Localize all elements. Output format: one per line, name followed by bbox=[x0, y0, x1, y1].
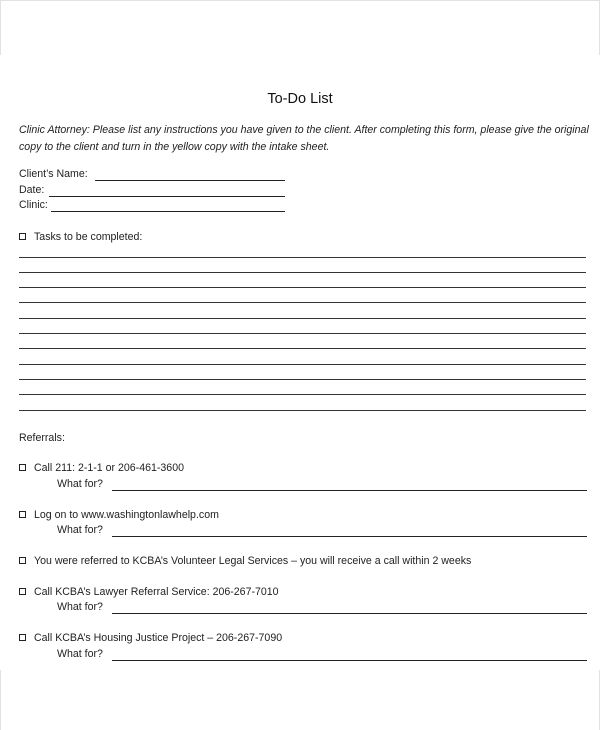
date-label: Date: bbox=[19, 184, 45, 196]
referral-item-call-211 bbox=[19, 462, 184, 474]
referrals-heading: Referrals: bbox=[19, 432, 65, 444]
task-line[interactable] bbox=[19, 272, 586, 273]
task-line[interactable] bbox=[19, 410, 586, 411]
what-for-line[interactable] bbox=[112, 536, 587, 537]
what-for-line[interactable] bbox=[112, 613, 587, 614]
referral-label: Log on to www.washingtonlawhelp.com bbox=[34, 509, 219, 521]
task-line[interactable] bbox=[19, 333, 586, 334]
referral-item-lawyer-referral bbox=[19, 586, 279, 598]
task-line[interactable] bbox=[19, 302, 586, 303]
page-border-left bbox=[0, 0, 1, 55]
checkbox-icon[interactable] bbox=[19, 634, 26, 641]
tasks-label: Tasks to be completed: bbox=[34, 231, 143, 243]
clinic-line[interactable] bbox=[51, 211, 285, 212]
tasks-header bbox=[19, 231, 142, 243]
task-line[interactable] bbox=[19, 348, 586, 349]
client-name-label: Client’s Name: bbox=[19, 168, 88, 180]
referral-item-washingtonlawhelp bbox=[19, 509, 219, 521]
referral-label: Call KCBA’s Housing Justice Project – 206-267-7090 bbox=[34, 632, 283, 644]
what-for-field[interactable] bbox=[57, 601, 587, 615]
task-line[interactable] bbox=[19, 394, 586, 395]
instructions-text: Clinic Attorney: Please list any instructions you have given to the client. After completing this form, please give the original copy to the client and turn in the yellow copy with the intake sheet. bbox=[19, 124, 589, 153]
checkbox-icon[interactable] bbox=[19, 588, 26, 595]
referral-item-volunteer-legal-services bbox=[19, 555, 471, 567]
task-line[interactable] bbox=[19, 318, 586, 319]
what-for-label: What for? bbox=[57, 648, 103, 660]
page-border-left-bottom bbox=[0, 670, 1, 730]
clinic-label: Clinic: bbox=[19, 199, 48, 211]
what-for-label: What for? bbox=[57, 601, 103, 613]
date-field[interactable] bbox=[19, 184, 289, 198]
what-for-line[interactable] bbox=[112, 490, 587, 491]
task-line[interactable] bbox=[19, 287, 586, 288]
document-title: To-Do List bbox=[267, 91, 333, 107]
what-for-line[interactable] bbox=[112, 660, 587, 661]
date-line[interactable] bbox=[49, 196, 285, 197]
task-line[interactable] bbox=[19, 379, 586, 380]
what-for-label: What for? bbox=[57, 478, 103, 490]
client-name-field[interactable] bbox=[19, 168, 289, 182]
checkbox-icon[interactable] bbox=[19, 511, 26, 518]
task-line[interactable] bbox=[19, 364, 586, 365]
clinic-field[interactable] bbox=[19, 199, 289, 213]
referral-label: You were referred to KCBA’s Volunteer Legal Services – you will receive a call within 2 weeks bbox=[34, 555, 472, 567]
task-line[interactable] bbox=[19, 257, 586, 258]
what-for-field[interactable] bbox=[57, 648, 587, 662]
checkbox-icon[interactable] bbox=[19, 557, 26, 564]
referral-item-housing-justice bbox=[19, 632, 282, 644]
what-for-field[interactable] bbox=[57, 478, 587, 492]
what-for-label: What for? bbox=[57, 524, 103, 536]
what-for-field[interactable] bbox=[57, 524, 587, 538]
page-border-top bbox=[0, 0, 600, 1]
checkbox-icon[interactable] bbox=[19, 464, 26, 471]
client-name-line[interactable] bbox=[95, 180, 285, 181]
checkbox-icon[interactable] bbox=[19, 233, 26, 240]
referral-label: Call KCBA’s Lawyer Referral Service: 206-267-7010 bbox=[34, 586, 279, 598]
referral-label: Call 211: 2-1-1 or 206-461-3600 bbox=[34, 462, 184, 474]
